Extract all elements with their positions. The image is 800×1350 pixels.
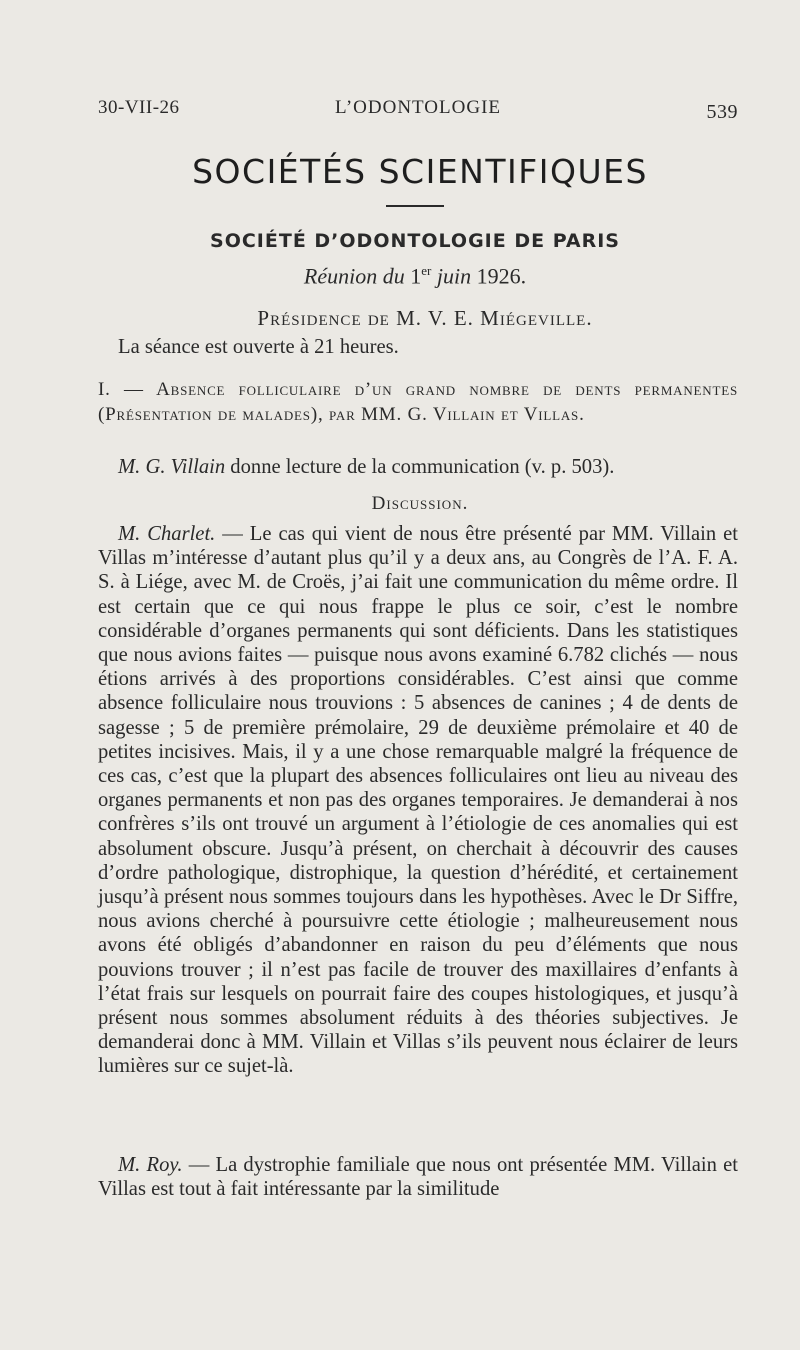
meeting-day-suffix: er (421, 263, 432, 278)
agenda-item-1: I. — Absence folliculaire d’un grand nombre de dents permanentes (Présentation de malades), par MM. G. Villain et Villas. (98, 379, 738, 425)
meeting-date (0, 263, 800, 289)
speaker-name: M. Roy. (118, 1154, 183, 1176)
paragraph-text: — Le cas qui vient de nous être présenté par MM. Villain et Villas m’intéresse d’autant plus qu’il y a deux ans, au Congrès de l’A. F. A. S. à Liége, avec M. de Croës, j’ai fait une communication du même ordre. Il est certain que ce qui nous frappe le plus ce soir, c’est le nombre considérable d’organes permanents qui sont déficients. Dans les statistiques que nous avions faites — puisque nous avons examiné 6.782 clichés — nous étions arrivés à des proportions considérables. C’est ainsi que comme absence folliculaire nous trouvions : 5 absences de canines ; 4 de dents de sagesse ; 5 de première prémolaire, 29 de deuxième prémolaire et 40 de petites incisives. Mais, il y a une chose remarquable malgré la fréquence de ces cas, c’est que la plupart des absences folliculaires ont lieu au niveau des organes permanents et non pas des organes temporaires. Je demanderai à nos confrères s’ils ont trouvé un argument à l’étiologie de ces anomalies qui est absolument obscure. Jusqu’à présent, on cherchait à découvrir des causes d’ordre pathologique, distrophique, la question d’hérédité, et certainement jusqu’à présent nous sommes toujours dans les hypothèses. Avec le Dr Siffre, nous avions cherché à poursuivre cette étiologie ; malheureusement nous avons été obligés d’abandonner en raison du peu d’éléments que nous pouvions trouver ; il n’est pas facile de trouver des maxillaires d’enfants à l’état frais sur lesquels on pourrait faire des coupes histologiques, et jusqu’à présent nous sommes absolument réduits à des théories subjectives. Je demanderai donc à MM. Villain et Villas s’ils peuvent nous éclairer de leurs lumières sur ce sujet-là. (98, 523, 739, 1078)
section-title: SOCIÉTÉS SCIENTIFIQUES (192, 152, 648, 191)
meeting-prefix: Réunion du (303, 263, 411, 289)
title-rule (386, 205, 444, 207)
page-number: 539 (706, 101, 738, 123)
villain-paragraph (98, 455, 738, 479)
meeting-day: 1 (410, 263, 422, 289)
society-heading: SOCIÉTÉ D’ODONTOLOGIE DE PARIS (210, 230, 620, 252)
issue-date: 30-VII-26 (98, 97, 180, 118)
paragraph-text: — La dystrophie familiale que nous ont présentée MM. Villain et Villas est tout à fait intéressante par la similitude (98, 1154, 738, 1201)
running-head (98, 97, 738, 121)
opening-paragraph: La séance est ouverte à 21 heures. (118, 336, 399, 358)
journal-name: L’ODONTOLOGIE (334, 97, 502, 118)
discussion-heading: Discussion. (371, 493, 469, 514)
presidency-line: Présidence de M. V. E. Miégeville. (257, 306, 593, 330)
paragraph-text: donne lecture de la communication (v. p. 503). (225, 456, 615, 478)
meeting-month: juin (431, 263, 477, 289)
charlet-paragraph (98, 522, 738, 1079)
speaker-name: M. G. Villain (118, 456, 226, 478)
meeting-year: 1926. (476, 263, 527, 289)
roy-paragraph (98, 1153, 738, 1201)
speaker-name: M. Charlet. (118, 523, 216, 545)
